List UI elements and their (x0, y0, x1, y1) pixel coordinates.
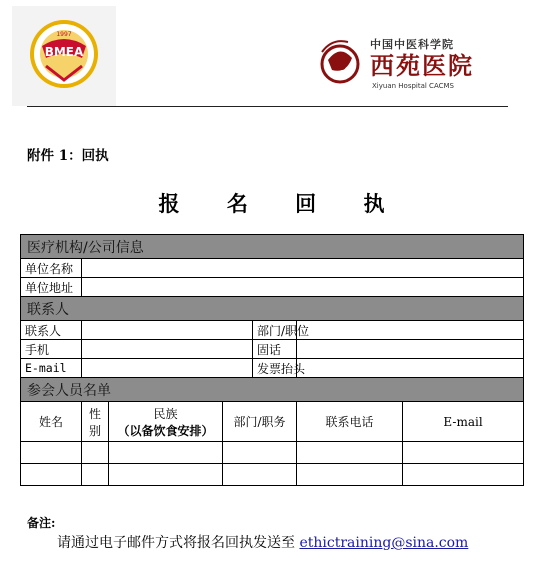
org-address-field[interactable] (82, 278, 524, 297)
contact-label: 部门/职位 (253, 321, 297, 340)
section-attendees-header (21, 378, 524, 402)
xiyuan-hospital-logo (318, 34, 518, 96)
attendee-cell[interactable] (223, 442, 297, 464)
svg-text:BMEA: BMEA (44, 45, 84, 59)
attendee-cell[interactable] (21, 464, 82, 486)
section-contact-header (21, 297, 524, 321)
note-label: 备注: (27, 516, 56, 530)
col-gender-line1: 性 (88, 406, 101, 421)
col-phone: 联系电话 (297, 402, 403, 442)
col-gender (82, 402, 109, 442)
col-ethnicity-line1: 民族 (153, 406, 178, 421)
section-title: 医疗机构/公司信息 (21, 235, 524, 259)
col-ethnicity-line2: （以备饮食安排） (117, 423, 214, 438)
attendee-cell[interactable] (109, 464, 223, 486)
attachment-label: 附件 1：回执 (27, 148, 109, 164)
contact-label: E-mail (21, 359, 82, 378)
svg-text:1997: 1997 (56, 31, 72, 38)
attendee-row (21, 442, 524, 464)
section-title: 参会人员名单 (21, 378, 524, 402)
attendee-cell[interactable] (223, 464, 297, 486)
contact-invoice-field[interactable] (297, 359, 524, 378)
svg-text:Xiyuan Hospital CACMS: Xiyuan Hospital CACMS (372, 82, 454, 90)
attendee-cell[interactable] (82, 464, 109, 486)
header-divider (27, 106, 508, 107)
attendee-column-headers (21, 402, 524, 442)
col-gender-line2: 别 (88, 423, 101, 438)
contact-row (21, 321, 524, 340)
registration-form-table (20, 234, 524, 486)
bmea-logo (12, 6, 116, 106)
org-row (21, 278, 524, 297)
contact-label: 联系人 (21, 321, 82, 340)
attendee-cell[interactable] (403, 464, 524, 486)
contact-label: 固话 (253, 340, 297, 359)
contact-email-field[interactable] (82, 359, 253, 378)
attendee-cell[interactable] (297, 464, 403, 486)
org-row (21, 259, 524, 278)
attendee-cell[interactable] (297, 442, 403, 464)
col-ethnicity (109, 402, 223, 442)
svg-text:西苑医院: 西苑医院 (370, 51, 474, 80)
swirl-emblem-icon (322, 41, 358, 82)
attendee-cell[interactable] (403, 442, 524, 464)
svg-text:中国中医科学院: 中国中医科学院 (370, 38, 454, 51)
contact-label: 发票抬头 (253, 359, 297, 378)
attendee-cell[interactable] (109, 442, 223, 464)
col-name: 姓名 (21, 402, 82, 442)
attendee-row (21, 464, 524, 486)
contact-mobile-field[interactable] (82, 340, 253, 359)
section-title: 联系人 (21, 297, 524, 321)
page-header (0, 0, 545, 110)
attendee-cell[interactable] (82, 442, 109, 464)
org-label: 单位名称 (21, 259, 82, 278)
section-org-header (21, 235, 524, 259)
col-dept: 部门/职务 (223, 402, 297, 442)
contact-row (21, 359, 524, 378)
form-title: 报 名 回 执 (158, 191, 405, 216)
submission-instruction (57, 532, 468, 552)
instruction-text: 请通过电子邮件方式将报名回执发送至 (57, 535, 300, 551)
col-email: E-mail (403, 402, 524, 442)
contact-name-field[interactable] (82, 321, 253, 340)
contact-dept-field[interactable] (297, 321, 524, 340)
org-name-field[interactable] (82, 259, 524, 278)
attendee-cell[interactable] (21, 442, 82, 464)
contact-landline-field[interactable] (297, 340, 524, 359)
org-label: 单位地址 (21, 278, 82, 297)
contact-label: 手机 (21, 340, 82, 359)
contact-row (21, 340, 524, 359)
bmea-seal-icon (12, 6, 116, 106)
email-link[interactable]: ethictraining@sina.com (299, 535, 469, 551)
